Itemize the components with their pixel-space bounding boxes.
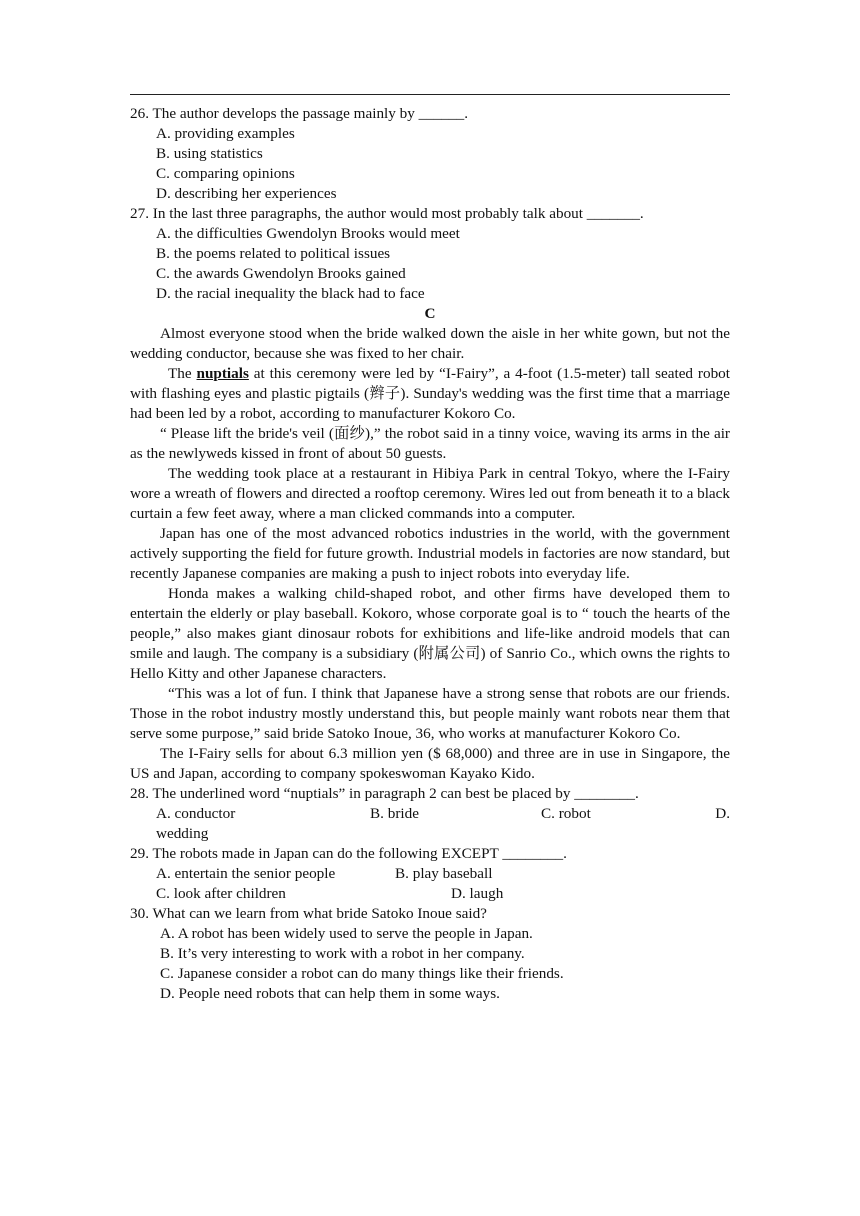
question-30-stem: 30. What can we learn from what bride Satoko Inoue said? (130, 905, 487, 922)
q26-option-d: D. describing her experiences (156, 185, 337, 202)
q30-option-d: D. People need robots that can help them in some ways. (160, 985, 500, 1002)
underlined-keyword: nuptials (196, 365, 249, 382)
q27-option-d: D. the racial inequality the black had to face (156, 285, 425, 302)
q28-option-d-letter: D. (715, 805, 730, 822)
q30-option-a: A. A robot has been widely used to serve the people in Japan. (160, 925, 533, 942)
question-26-stem: 26. The author develops the passage mainly by ______. (130, 105, 468, 122)
p2-lead: The (168, 365, 197, 382)
q28-option-d-text: wedding (156, 825, 209, 842)
q28-option-b: B. bride (370, 805, 419, 822)
section-heading: C (424, 305, 436, 322)
question-28-stem: 28. The underlined word “nuptials” in paragraph 2 can best be placed by ________. (130, 785, 639, 802)
q29-option-c: C. look after children (156, 885, 286, 902)
q29-option-b: B. play baseball (395, 865, 493, 882)
q30-option-b: B. It’s very interesting to work with a robot in her company. (160, 945, 525, 962)
q26-option-b: B. using statistics (156, 145, 263, 162)
q29-option-a: A. entertain the senior people (156, 865, 336, 882)
q28-option-c: C. robot (541, 805, 591, 822)
header-rule (130, 94, 730, 95)
question-29-stem: 29. The robots made in Japan can do the following EXCEPT ________. (130, 845, 567, 862)
passage-paragraph-5: Japan has one of the most advanced robotics industries in the world, with the government actively supporting the field for future growth. Industrial models in factories are now standard, but recently Japanese companies are making a push to inject robots into everyday life. (130, 525, 730, 582)
q27-option-c: C. the awards Gwendolyn Brooks gained (156, 265, 406, 282)
passage-paragraph-3: “ Please lift the bride's veil (面纱),” the robot said in a tinny voice, waving its arms in the air as the newlyweds kissed in front of about 50 guests. (130, 425, 730, 462)
q26-option-a: A. providing examples (156, 125, 295, 142)
q30-option-c: C. Japanese consider a robot can do many things like their friends. (160, 965, 564, 982)
p2-rest: at this ceremony were led by “I-Fairy”, a 4-foot (1.5-meter) tall seated robot with flashing eyes and plastic pigtails (辫子). Sunday's wedding was the first time that a marriage had been led by a robot, according to manufacturer Kokoro Co. (130, 365, 730, 422)
passage-paragraph-7: “This was a lot of fun. I think that Japanese have a strong sense that robots are our friends. Those in the robot industry mostly understand this, but people mainly want robots near them that serve some purpose,” said bride Satoko Inoue, 36, who works at manufacturer Kokoro Co. (130, 685, 730, 742)
passage-paragraph-4: The wedding took place at a restaurant in Hibiya Park in central Tokyo, where the I-Fairy wore a wreath of flowers and directed a rooftop ceremony. Wires led out from beneath it to a black curtain a few feet away, where a man clicked commands into a computer. (130, 465, 730, 522)
passage-paragraph-6: Honda makes a walking child-shaped robot, and other firms have developed them to entertain the elderly or play baseball. Kokoro, whose corporate goal is to “ touch the hearts of the people,” also makes giant dinosaur robots for exhibitions and life-like android models that can smile and laugh. The company is a subsidiary (附属公司) of Sanrio Co., which owns the rights to Hello Kitty and other Japanese characters. (130, 585, 730, 682)
passage-paragraph-1: Almost everyone stood when the bride walked down the aisle in her white gown, but not the wedding conductor, because she was fixed to her chair. (130, 325, 730, 362)
q27-option-a: A. the difficulties Gwendolyn Brooks would meet (156, 225, 460, 242)
q27-option-b: B. the poems related to political issues (156, 245, 391, 262)
document-page (130, 104, 730, 1004)
q26-option-c: C. comparing opinions (156, 165, 295, 182)
q29-option-d: D. laugh (451, 885, 504, 902)
q28-options-row (130, 804, 730, 824)
q29-options-row-1 (130, 864, 730, 884)
q29-options-row-2 (130, 884, 730, 904)
passage-paragraph-8: The I-Fairy sells for about 6.3 million yen ($ 68,000) and three are in use in Singapore, the US and Japan, according to company spokeswoman Kayako Kido. (130, 745, 730, 782)
q28-option-a: A. conductor (156, 805, 236, 822)
passage-paragraph-2 (130, 364, 730, 424)
question-27-stem: 27. In the last three paragraphs, the author would most probably talk about _______. (130, 205, 644, 222)
